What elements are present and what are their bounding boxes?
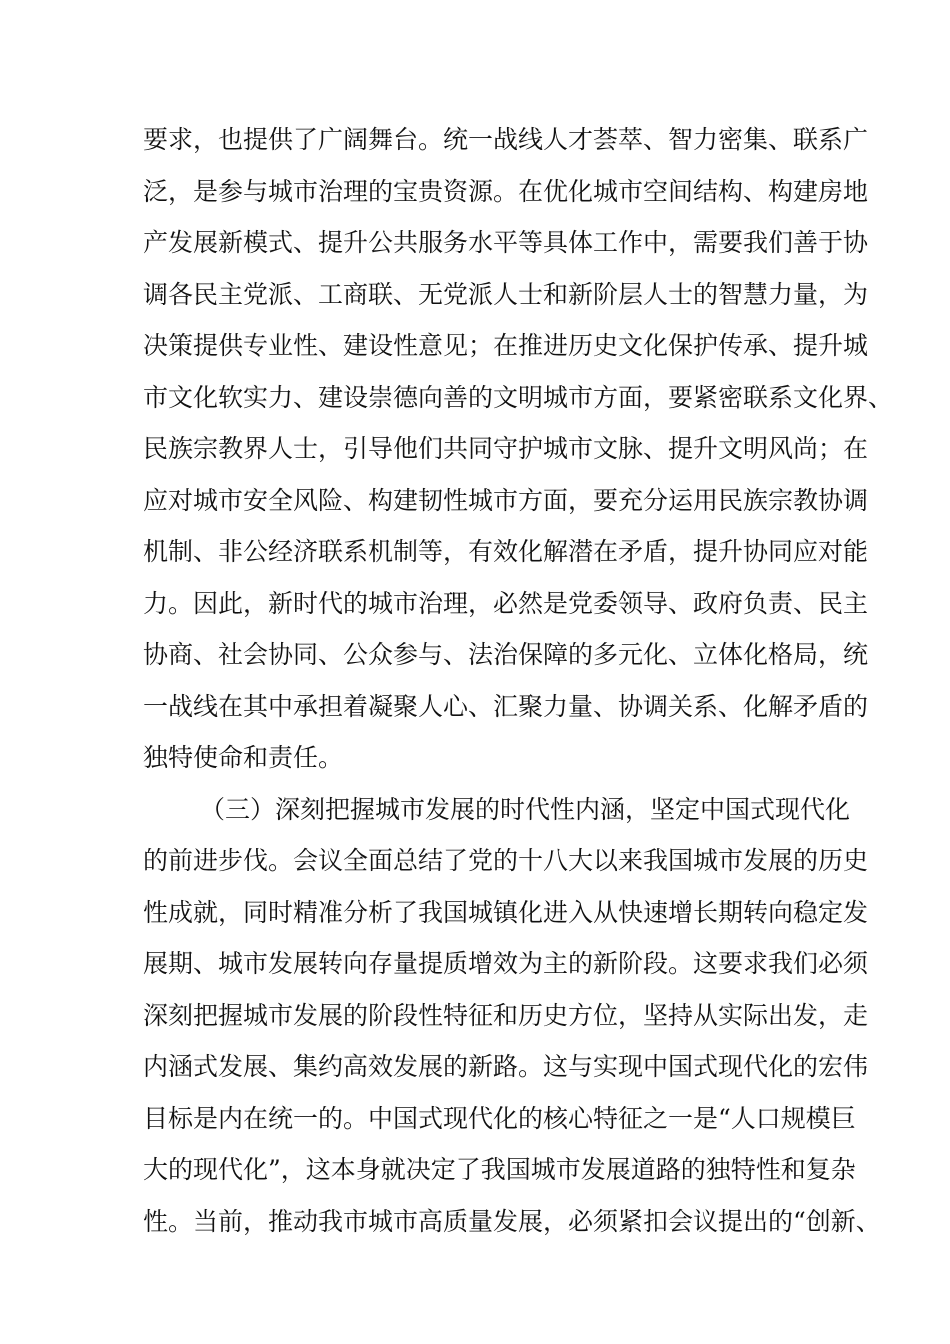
paragraph-1 — [143, 114, 894, 784]
text-line: 性成就，同时精准分析了我国城镇化进入从快速增长期转向稳定发 — [143, 897, 869, 927]
text-line: 大的现代化”，这本身就决定了我国城市发展道路的独特性和复杂 — [143, 1155, 856, 1184]
text-line: 性。当前，推动我市城市高质量发展，必须紧扣会议提出的“创新、 — [143, 1206, 881, 1236]
text-line: 调各民主党派、工商联、无党派人士和新阶层人士的智慧力量，为 — [143, 279, 869, 309]
section-heading-line: （三）深刻把握城市发展的时代性内涵，坚定中国式现代化 — [200, 794, 851, 824]
text-line: 展期、城市发展转向存量提质增效为主的新阶段。这要求我们必须 — [143, 949, 869, 978]
text-line: 独特使命和责任。 — [143, 743, 344, 772]
text-line: 深刻把握城市发展的阶段性特征和历史方位，坚持从实际出发，走 — [143, 1000, 869, 1030]
text-line: 机制、非公经济联系机制等，有效化解潜在矛盾，提升协同应对能 — [143, 537, 869, 566]
text-line: 应对城市安全风险、构建韧性城市方面，要充分运用民族宗教协调 — [143, 485, 869, 515]
text-line: 市文化软实力、建设崇德向善的文明城市方面，要紧密联系文化界、 — [143, 382, 894, 412]
text-line: 协商、社会协同、公众参与、法治保障的多元化、立体化格局，统 — [143, 640, 869, 669]
paragraph-2 — [143, 784, 881, 1248]
text-line: 的前进步伐。会议全面总结了党的十八大以来我国城市发展的历史 — [143, 846, 869, 875]
text-line: 一战线在其中承担着凝聚人心、汇聚力量、协调关系、化解矛盾的 — [143, 691, 869, 721]
text-line: 力。因此，新时代的城市治理，必然是党委领导、政府负责、民主 — [143, 588, 869, 618]
text-line: 目标是内在统一的。中国式现代化的核心特征之一是“人口规模巨 — [143, 1103, 856, 1133]
text-line: 产发展新模式、提升公共服务水平等具体工作中，需要我们善于协 — [143, 228, 869, 257]
text-line: 民族宗教界人士，引导他们共同守护城市文脉、提升文明风尚；在 — [143, 434, 869, 463]
body-text — [143, 114, 894, 1247]
text-line: 内涵式发展、集约高效发展的新路。这与实现中国式现代化的宏伟 — [143, 1052, 869, 1081]
text-line: 泛，是参与城市治理的宝贵资源。在优化城市空间结构、构建房地 — [143, 176, 869, 206]
text-line: 要求，也提供了广阔舞台。统一战线人才荟萃、智力密集、联系广 — [143, 125, 869, 154]
text-line: 决策提供专业性、建设性意见；在推进历史文化保护传承、提升城 — [143, 331, 869, 360]
